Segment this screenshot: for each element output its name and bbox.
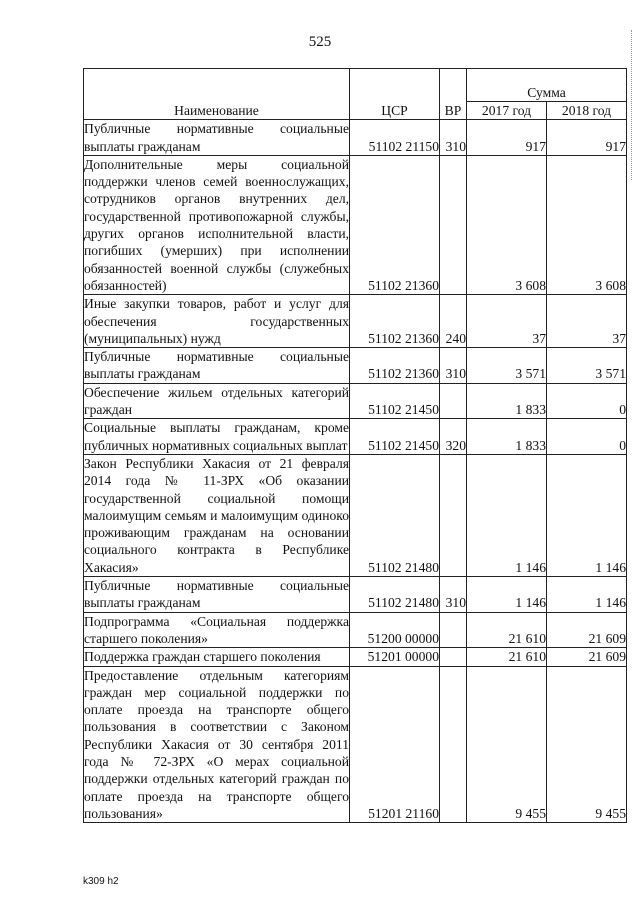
row-csr: 51102 21480 [350, 454, 440, 576]
margin-mark [631, 30, 636, 180]
header-vr: ВР [440, 69, 467, 120]
row-csr: 51201 21160 [350, 666, 440, 823]
row-name: Закон Республики Хакасия от 21 февраля 2014 года № 11-ЗРХ «Об оказании государственной социальной помощи малоимущим семьям и малоимущим одиноко проживающим гражданам на основании социального контракта в Республике Хакасия» [84, 455, 349, 575]
row-sum-2017: 21 610 [467, 612, 547, 648]
row-sum-2018: 0 [547, 383, 627, 419]
row-name: Подпрограмма «Социальная поддержка старшего поколения» [84, 613, 349, 646]
row-vr: 310 [440, 120, 467, 156]
row-vr [440, 383, 467, 419]
page-number: 525 [308, 34, 332, 50]
table-row [84, 348, 627, 384]
row-name: Иные закупки товаров, работ и услуг для обеспечения государственных (муниципальных) нужд [84, 296, 349, 346]
row-name: Поддержка граждан старшего поколения [84, 648, 350, 666]
row-name: Обеспечение жильем отдельных категорий граждан [84, 384, 349, 418]
row-sum-2018: 917 [547, 120, 627, 156]
row-sum-2017: 21 610 [467, 648, 547, 666]
row-csr: 51102 21480 [350, 577, 440, 613]
table-row [84, 419, 627, 455]
row-csr: 51102 21450 [350, 419, 440, 455]
row-sum-2017: 3 571 [467, 348, 547, 384]
table-row [84, 155, 627, 294]
row-csr: 51102 21360 [350, 295, 440, 348]
row-sum-2018: 3 571 [547, 348, 627, 384]
row-vr [440, 612, 467, 648]
row-csr: 51201 00000 [350, 648, 440, 666]
row-vr [440, 666, 467, 823]
header-sum: Сумма [467, 69, 627, 102]
row-sum-2018: 1 146 [547, 577, 627, 613]
row-vr: 240 [440, 295, 467, 348]
table-row [84, 612, 627, 648]
footer-code: k309 h2 [83, 876, 119, 887]
table-row [84, 577, 627, 613]
row-name: Публичные нормативные социальные выплаты гражданам [84, 121, 349, 154]
row-name: Публичные нормативные социальные выплаты гражданам [84, 349, 349, 382]
row-name: Социальные выплаты гражданам, кроме публичных нормативных социальных выплат [84, 420, 349, 453]
row-sum-2017: 9 455 [467, 666, 547, 823]
row-vr [440, 648, 467, 666]
row-vr: 310 [440, 577, 467, 613]
table-row [84, 120, 627, 156]
row-vr [440, 155, 467, 294]
row-sum-2018: 3 608 [547, 155, 627, 294]
row-sum-2018: 21 609 [547, 648, 627, 666]
row-sum-2018: 0 [547, 419, 627, 455]
row-sum-2017: 917 [467, 120, 547, 156]
header-row-1 [84, 69, 627, 102]
row-csr: 51102 21360 [350, 155, 440, 294]
row-vr: 320 [440, 419, 467, 455]
header-csr: ЦСР [350, 69, 440, 120]
header-name: Наименование [84, 69, 350, 120]
row-vr: 310 [440, 348, 467, 384]
row-csr: 51102 21360 [350, 348, 440, 384]
row-sum-2017: 3 608 [467, 155, 547, 294]
row-sum-2017: 1 833 [467, 383, 547, 419]
table-row [84, 383, 627, 419]
row-name: Дополнительные меры социальной поддержки членов семей военнослужащих, сотрудников органов внутренних дел, государственной противопожарной службы, других органов исполнительной власти, погибших (умерших) при исполнении обязанностей военной службы (служебных обязанностей) [84, 156, 349, 293]
row-vr [440, 454, 467, 576]
table-row [84, 454, 627, 576]
row-sum-2017: 1 146 [467, 577, 547, 613]
row-name: Публичные нормативные социальные выплаты гражданам [84, 578, 349, 611]
row-csr: 51102 21150 [350, 120, 440, 156]
table-row [84, 648, 627, 666]
budget-table [83, 68, 627, 823]
row-sum-2018: 9 455 [547, 666, 627, 823]
row-sum-2018: 1 146 [547, 454, 627, 576]
header-year-2018: 2018 год [547, 102, 627, 120]
row-name: Предоставление отдельным категориям граждан мер социальной поддержки по оплате проезда на транспорте общего пользования в соответствии с Законом Республики Хакасия от 30 сентября 2011 года № 72-ЗРХ «О мерах социальной поддержки отдельных категорий граждан по оплате проезда на транспорте общего пользования» [84, 667, 349, 821]
row-csr: 51200 00000 [350, 612, 440, 648]
table-row [84, 295, 627, 348]
table-row [84, 666, 627, 823]
row-csr: 51102 21450 [350, 383, 440, 419]
row-sum-2017: 1 146 [467, 454, 547, 576]
row-sum-2017: 37 [467, 295, 547, 348]
row-sum-2017: 1 833 [467, 419, 547, 455]
row-sum-2018: 37 [547, 295, 627, 348]
header-year-2017: 2017 год [467, 102, 547, 120]
row-sum-2018: 21 609 [547, 612, 627, 648]
